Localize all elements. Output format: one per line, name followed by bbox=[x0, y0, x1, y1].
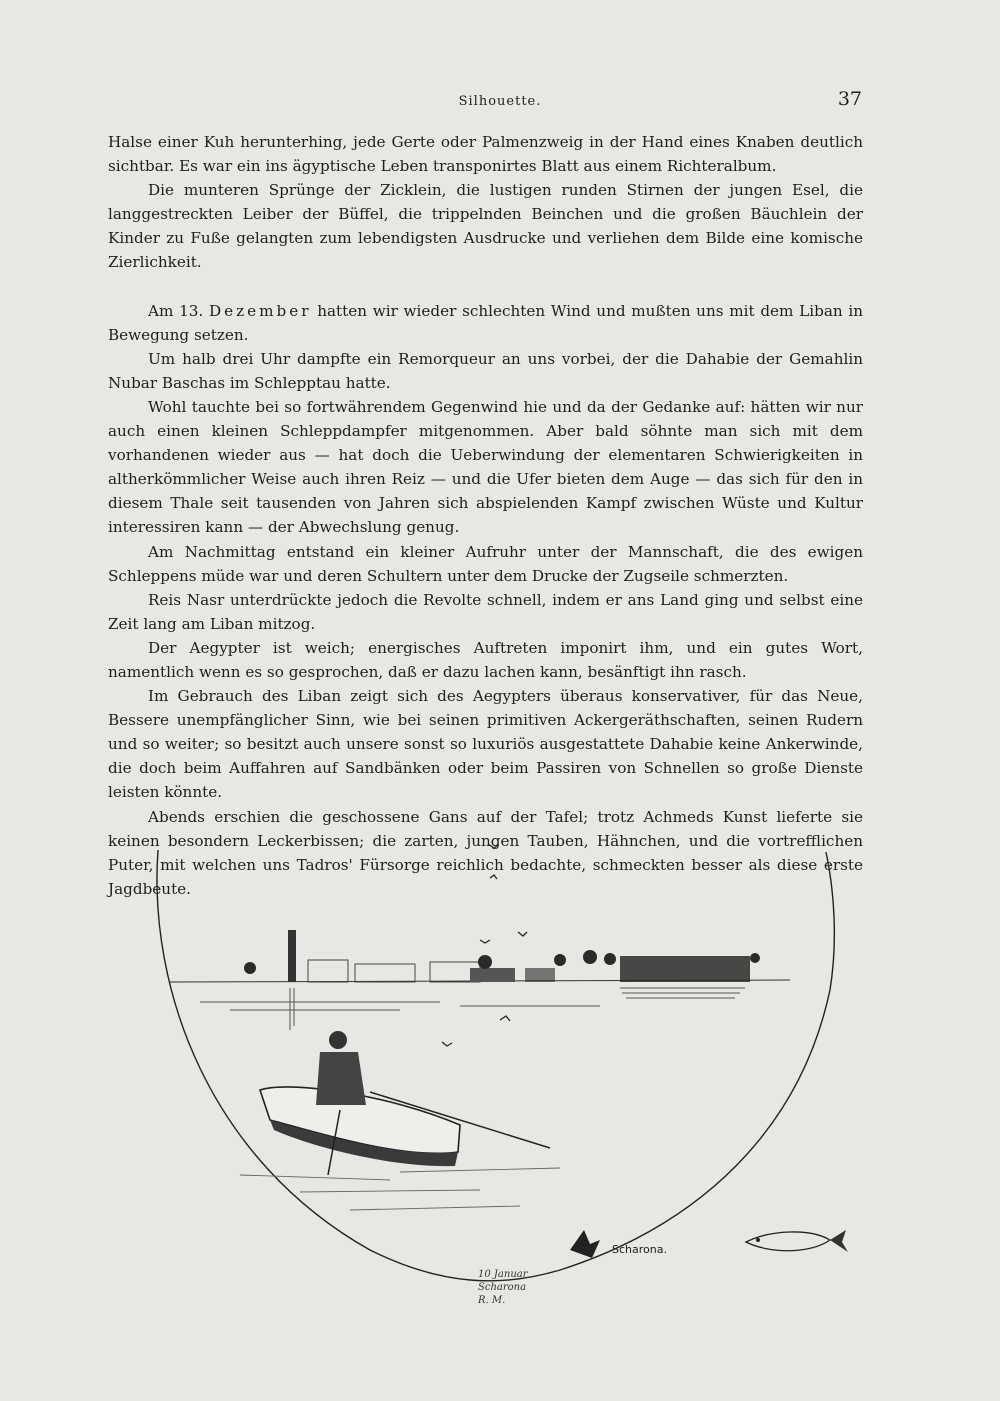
paragraph-5: Wohl tauchte bei so fortwährendem Gegenwind hie und da der Gedanke auf: hätten wir nur auch einen kleinen Schleppdampfer mitgenommen. Aber bald söhnte man sich mit dem vorhandenen wieder aus — hat doch die Ueberwindung der elementaren Schwierigkeiten in altherkömmlicher Weise auch ihren Reiz — und die Ufer bieten dem Auge — das sich für den in diesem Thale seit tausenden von Jahren sich abspielenden Kampf zwischen Wüste und Kultur interessiren kann — der Abwechslung genug. bbox=[108, 397, 863, 537]
paragraph-7: Reis Nasr unterdrückte jedoch die Revolte schnell, indem er ans Land ging und selbst eine Zeit lang am Liban mitzog. bbox=[108, 590, 863, 633]
river-boat-illustration bbox=[140, 830, 860, 1330]
paragraph-3-start: Am 13. bbox=[148, 301, 209, 320]
paragraph-4: Um halb drei Uhr dampfte ein Remorqueur an uns vorbei, der die Dahabie der Gemahlin Nubar Baschas im Schlepptau hatte. bbox=[108, 349, 863, 392]
page-number: 37 bbox=[837, 88, 862, 110]
paragraph-1: Halse einer Kuh herunterhing, jede Gerte oder Palmenzweig in der Hand eines Knaben deutlich sichtbar. Es war ein ins ägyptische Leben transponirtes Blatt aus einem Richteralbum. bbox=[108, 133, 863, 176]
signature-line-3: R. M. bbox=[478, 1295, 506, 1306]
paragraph-2: Die munteren Sprünge der Zicklein, die lustigen runden Stirnen der jungen Esel, die langgestreckten Leiber der Büffel, die trippelnden Beinchen und die großen Bäuchlein der Kinder zu Fuße gelangten zum lebendigsten Ausdrucke und verliehen dem Bilde eine komische Zierlichkeit. bbox=[108, 181, 863, 272]
signature-line-2: Scharona bbox=[478, 1282, 527, 1293]
paragraph-3-spaced-word: Dezember bbox=[208, 301, 312, 320]
paragraph-3 bbox=[108, 299, 863, 347]
paragraph-9: Im Gebrauch des Liban zeigt sich des Aegypters überaus konservativer, für das Neue, Bessere unempfänglicher Sinn, wie bei seinen primitiven Ackergeräthschaften, seinen Rudern und so weiter; so besitzt auch unsere sonst so luxuriös ausgestattete Dahabie keine Ankerwinde, die doch beim Auffahren auf Sandbänken oder beim Passiren von Schnellen so große Dienste leisten könnte. bbox=[108, 687, 863, 802]
signature-line-1: 10 Januar bbox=[478, 1269, 528, 1280]
paragraph-10: Abends erschien die geschossene Gans auf der Tafel; trotz Achmeds Kunst lieferte sie keinen besondern Leckerbissen; die zarten, jungen Tauben, Hähnchen, und die vortrefflichen Puter, mit welchen uns Tadros' Fürsorge reichlich bedachte, schmeckten besser als diese erste Jagdbeute. bbox=[108, 807, 863, 898]
artist-signature bbox=[478, 1268, 528, 1307]
illustration-caption: Scharona. bbox=[612, 1243, 667, 1256]
paragraph-3-end: hatten wir wieder schlechten Wind und mußten uns mit dem Liban in Bewegung setzen. bbox=[108, 301, 863, 344]
paragraph-6: Am Nachmittag entstand ein kleiner Aufruhr unter der Mannschaft, die des ewigen Schleppens müde war und deren Schultern unter dem Drucke der Zugseile schmerzten. bbox=[108, 542, 863, 585]
running-title: Silhouette. bbox=[458, 94, 542, 109]
paragraph-8: Der Aegypter ist weich; energisches Auftreten imponirt ihm, und ein gutes Wort, namentlich wenn es so gesprochen, daß er dazu lachen kann, besänftigt ihn rasch. bbox=[108, 638, 863, 681]
body-text bbox=[108, 130, 863, 901]
